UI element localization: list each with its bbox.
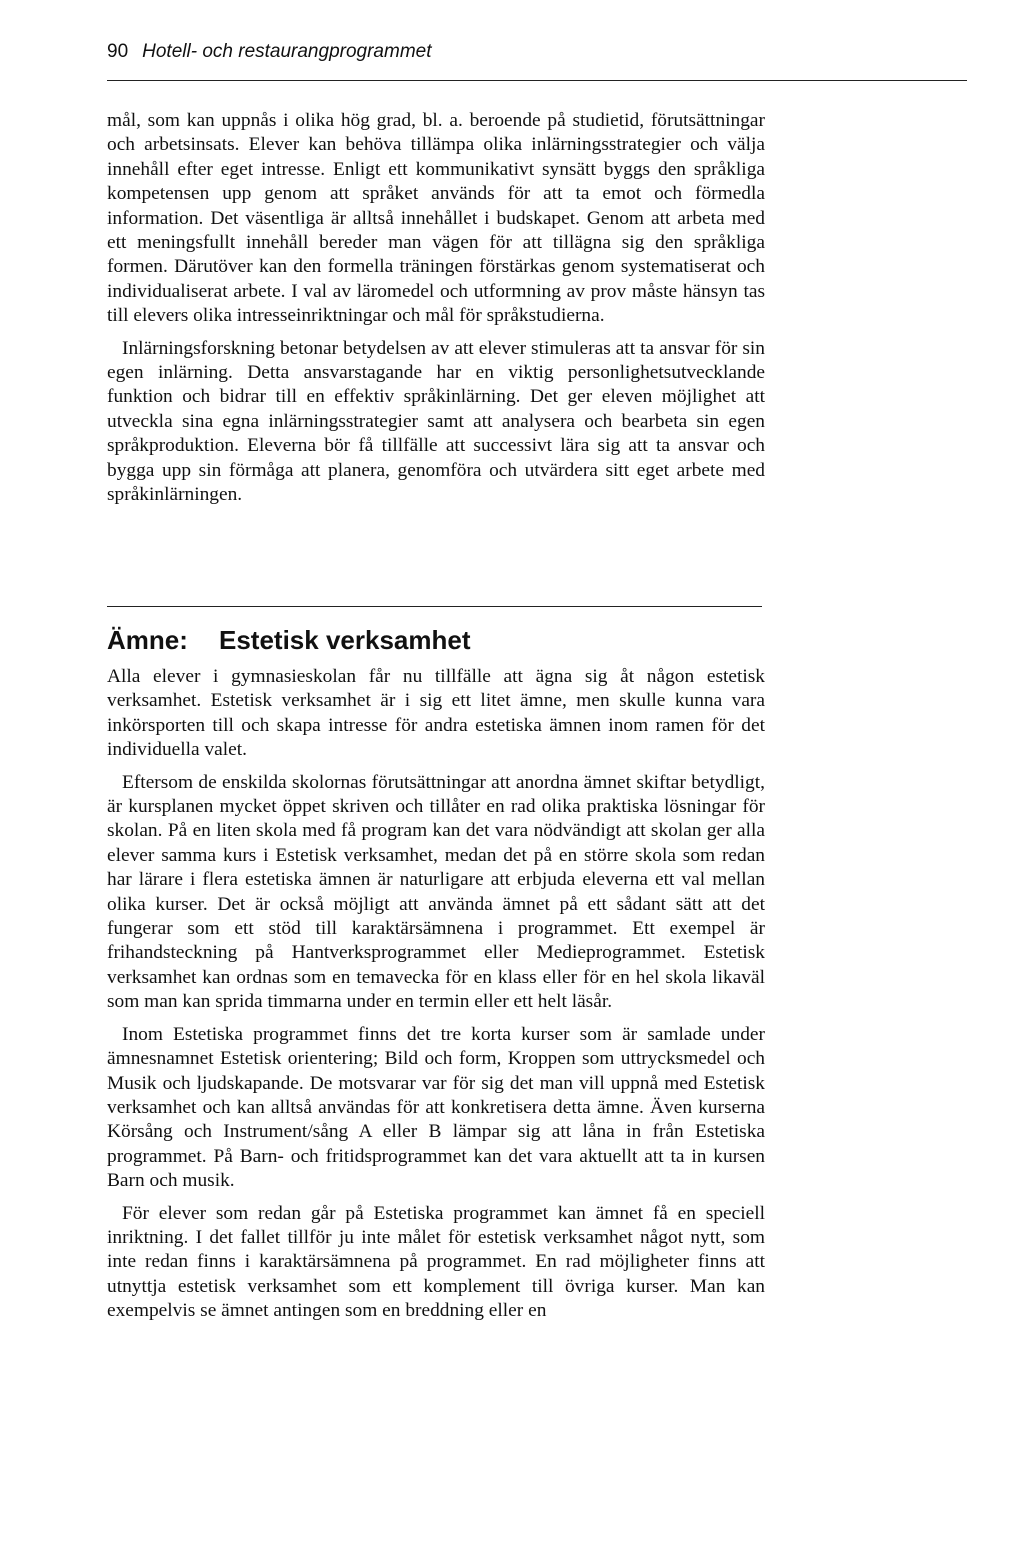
- section-2-body: [107, 665, 765, 1324]
- paragraph: Inlärningsforskning betonar betydelsen av att elever stimuleras att ta ansvar för sin egen inlärning. Detta ansvarstagande har en viktig personlighetsutvecklande funktion och bidrar till en effektiv språkinlärning. Det ger eleven möjlighet att utveckla sina egna inlärningsstrategier samt att analysera och bearbeta sin egen språkproduktion. Eleverna bör få tillfälle att successivt lära sig att ta ansvar och bygga upp sin förmåga att planera, genomföra och utvärdera sitt eget arbete med språkinlärningen.: [107, 337, 765, 506]
- header-rule: [107, 80, 967, 81]
- section-divider: [107, 606, 762, 607]
- book-title: Hotell- och restaurangprogrammet: [142, 41, 432, 62]
- paragraph: Eftersom de enskilda skolornas förutsättningar att anordna ämnet skiftar betydligt, är kursplanen mycket öppet skriven och tillåter en rad olika praktiska lösningar för skolan. På en liten skola med få program kan det vara nödvändigt att skolan ger alla elever samma kurs i Estetisk verksamhet, medan det på en större skola som redan har lärare i flera estetiska ämnen är naturligare att erbjuda eleverna ett val mellan olika kurser. Det är också möjligt att använda ämnet på ett sådant sätt att det fungerar som ett stöd till karaktärsämnena i programmet. Ett exempel är frihandsteckning på Hantverksprogrammet eller Medieprogrammet. Estetisk verksamhet kan ordnas som en temavecka för en klass eller för en hel skola likaväl som man kan sprida timmarna under en termin eller ett helt läsår.: [107, 771, 765, 1013]
- paragraph: För elever som redan går på Estetiska programmet kan ämnet få en speciell inriktning. I det fallet tillför ju inte målet för estetisk verksamhet något nytt, som inte redan finns i karaktärsämnena på programmet. En rad möjligheter finns att utnyttja estetisk verksamhet som ett komplement till övriga kurser. Man kan exempelvis se ämnet antingen som en breddning eller en: [107, 1202, 765, 1322]
- paragraph: Alla elever i gymnasieskolan får nu tillfälle att ägna sig åt någon estetisk verksamhet. Estetisk verksamhet är i sig ett litet ämne, men skulle kunna vara inkörsporten till och skapa intresse för andra estetiska ämnen inom ramen för det individuella valet.: [107, 666, 765, 761]
- section-heading-title: Estetisk verksamhet: [219, 625, 471, 655]
- section-1-body: [107, 109, 765, 508]
- page-number: 90: [107, 41, 129, 62]
- paragraph: mål, som kan uppnås i olika hög grad, bl. a. beroende på studietid, förutsättningar och arbetsinsats. Elever kan behöva tillämpa olika inlärningsstrategier och välja innehåll efter eget intresse. Enligt ett kommunikativt synsätt byggs den språkliga kompetensen upp genom att språket används för att ta emot och förmedla information. Det väsentliga är alltså innehållet i budskapet. Genom att arbeta med ett meningsfullt innehåll bereder man vägen för att tillägna sig den språkliga formen. Därutöver kan den formella träningen förstärkas genom systematiserat och individualiserat arbete. I val av läromedel och utformning av prov måste hänsyn tas till elevers olika intresseinriktningar och mål för språkstudierna.: [107, 110, 765, 327]
- running-header: [107, 40, 967, 64]
- paragraph: Inom Estetiska programmet finns det tre korta kurser som är samlade under ämnesnamnet Estetisk orientering; Bild och form, Kroppen som uttrycksmedel och Musik och ljudskapande. De motsvarar var för sig det man vill uppnå med Estetisk verksamhet och kan alltså användas för att konkretisera detta ämne. Även kurserna Körsång och Instrument/sång A eller B lämpar sig att låna in från Estetiska programmet. På Barn- och fritidsprogrammet kan det vara aktuellt att ta in kursen Barn och musik.: [107, 1023, 765, 1192]
- section-heading: [107, 624, 807, 656]
- section-heading-label: Ämne:: [107, 625, 188, 655]
